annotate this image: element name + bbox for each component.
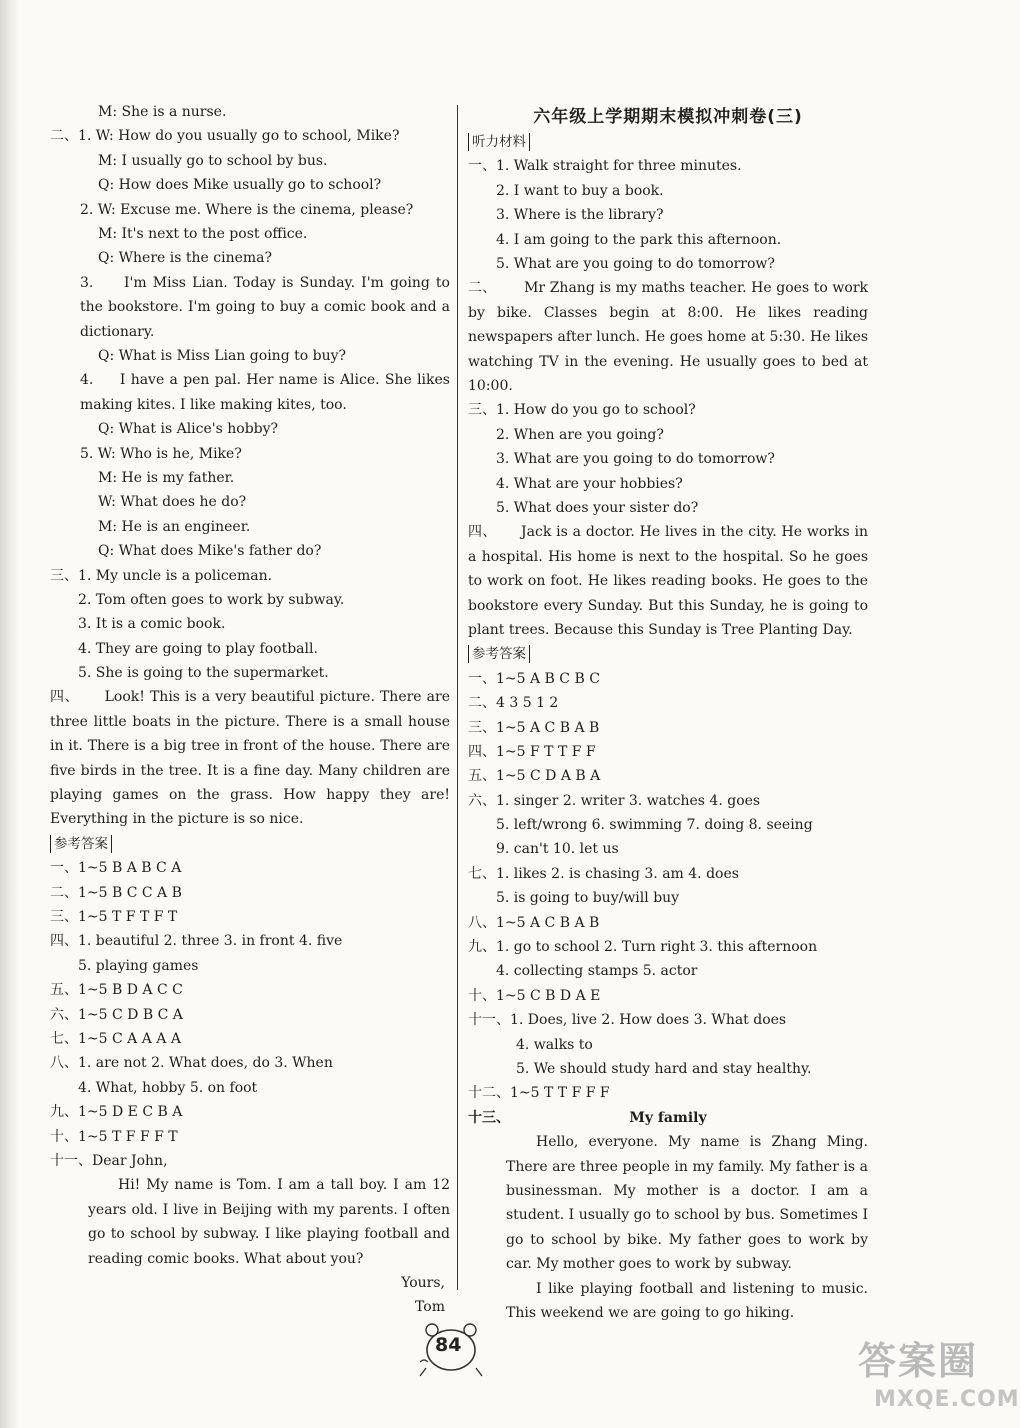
- answer-line: 十一、1. Does, live 2. How does 3. What does: [468, 1012, 787, 1029]
- answer-line: 9. can't 10. let us: [496, 841, 619, 858]
- text-line: M: He is my father.: [98, 469, 235, 486]
- answer-line: 十、1~5 C B D A E: [468, 987, 601, 1004]
- text-line: 5. What are you going to do tomorrow?: [496, 255, 775, 272]
- answer-line: 5. left/wrong 6. swimming 7. doing 8. seeing: [496, 817, 813, 834]
- answer-line: 二、4 3 5 1 2: [468, 695, 559, 712]
- text-line: 3. What are you going to do tomorrow?: [496, 451, 775, 468]
- letter-signature: Tom: [415, 1299, 445, 1316]
- text-line: 三、1. My uncle is a policeman.: [50, 567, 273, 584]
- text-line: 3. It is a comic book.: [78, 616, 226, 633]
- text-line: 5. W: Who is he, Mike?: [80, 445, 242, 462]
- answer-line: 一、1~5 A B C B C: [468, 670, 600, 687]
- essay-paragraph-2: I like playing football and listening to music. This weekend we are going to go hiking.: [506, 1280, 868, 1322]
- answers-label: 参考答案: [468, 645, 530, 663]
- text-line: 4. They are going to play football.: [78, 640, 318, 657]
- text-line: 2. When are you going?: [496, 426, 664, 443]
- answer-line: 十、1~5 T F F F T: [50, 1128, 178, 1145]
- text-line: 5. She is going to the supermarket.: [78, 665, 329, 682]
- text-line: Q: How does Mike usually go to school?: [98, 177, 382, 194]
- essay-title: My family: [629, 1109, 707, 1126]
- answers-header: [468, 642, 868, 666]
- listening-item-4: 4. I have a pen pal. Her name is Alice. She likes making kites. I like making kites, too.: [80, 372, 450, 413]
- exam-title: 六年级上学期期末模拟冲刺卷(三): [533, 107, 803, 127]
- listening-header: [468, 130, 868, 154]
- text-line: M: It's next to the post office.: [98, 225, 308, 242]
- answer-line: 五、1~5 C D A B A: [468, 768, 601, 785]
- text-line: M: She is a nurse.: [98, 104, 227, 120]
- column-divider: [457, 105, 458, 1290]
- watermark-logo: 答案圈: [858, 1339, 979, 1383]
- answer-line: 5. is going to buy/will buy: [496, 890, 680, 907]
- text-line: M: I usually go to school by bus.: [98, 152, 328, 169]
- text-line: 2. Tom often goes to work by subway.: [78, 591, 345, 608]
- text-line: W: What does he do?: [98, 494, 247, 511]
- essay-title-row: [468, 1106, 868, 1130]
- answer-line: 五、1~5 B D A C C: [50, 982, 183, 999]
- text-line: 三、1. How do you go to school?: [468, 402, 696, 419]
- text-line: 2. I want to buy a book.: [496, 182, 664, 199]
- answer-line: 六、1~5 C D B C A: [50, 1006, 183, 1023]
- listening-passage-2: 二、 Mr Zhang is my maths teacher. He goes to work by bike. Classes begin at 8:00. He likes reading newspapers after lunch. He goes home at 5:30. He likes watching TV in the evening. He usually goes to bed at 10:00.: [468, 280, 869, 394]
- answer-line: 四、1. beautiful 2. three 3. in front 4. five: [50, 933, 343, 950]
- listening-label: 听力材料: [468, 133, 530, 151]
- answer-line: 九、1. go to school 2. Turn right 3. this afternoon: [468, 939, 818, 956]
- listening-item-3: 3. I'm Miss Lian. Today is Sunday. I'm going to the bookstore. I'm going to buy a comic book and a dictionary.: [80, 274, 450, 340]
- text-line: 2. W: Excuse me. Where is the cinema, please?: [80, 201, 414, 218]
- right-column: [468, 104, 868, 1325]
- answer-line: 十二、1~5 T T F F F: [468, 1085, 610, 1102]
- watermark: [858, 1335, 1020, 1425]
- text-line: 一、1. Walk straight for three minutes.: [468, 158, 742, 175]
- answer-line: 4. collecting stamps 5. actor: [496, 963, 698, 980]
- answer-line: 4. walks to: [516, 1036, 593, 1053]
- answer-line: 二、1~5 B C C A B: [50, 884, 182, 901]
- page-number: 84: [435, 1334, 462, 1356]
- answer-line: 六、1. singer 2. writer 3. watches 4. goes: [468, 792, 761, 809]
- section-13-label: 十三、: [468, 1109, 510, 1126]
- text-line: M: He is an engineer.: [98, 518, 251, 535]
- answer-line: 一、1~5 B A B C A: [50, 860, 182, 877]
- answer-line: 三、1~5 T F T F T: [50, 909, 178, 926]
- left-column: [50, 100, 450, 1320]
- text-line: 4. I am going to the park this afternoon.: [496, 231, 782, 248]
- answer-line: 七、1~5 C A A A A: [50, 1031, 181, 1048]
- listening-question: Q: What is Alice's hobby?: [98, 421, 279, 438]
- letter-body: Hi! My name is Tom. I am a tall boy. I am 12 years old. I live in Beijing with my parents. I often go to school by subway. I like playing football and reading comic books. What about you?: [88, 1177, 450, 1267]
- answer-line: 5. We should study hard and stay healthy.: [516, 1061, 812, 1077]
- answer-line: 八、1~5 A C B A B: [468, 914, 600, 931]
- answer-line: 九、1~5 D E C B A: [50, 1104, 183, 1121]
- answer-line: 四、1~5 F T T F F: [468, 743, 596, 760]
- answer-line: 5. playing games: [78, 957, 199, 974]
- text-line: Q: What does Mike's father do?: [98, 543, 322, 560]
- answer-line: 4. What, hobby 5. on foot: [78, 1079, 258, 1096]
- page-edge-shadow: [0, 0, 20, 1428]
- letter-closing: Yours,: [401, 1274, 445, 1291]
- answers-header: [50, 832, 450, 856]
- answers-label: 参考答案: [50, 835, 112, 853]
- text-line: Q: Where is the cinema?: [98, 250, 273, 267]
- listening-passage-4: 四、 Look! This is a very beautiful picture. There are three little boats in the picture. There is a small house in it. There is a big tree in front of the house. There are five birds in the tree. It is a fine day. Many children are playing games on the grass. How happy they are! Everything in the picture is so nice.: [50, 689, 450, 828]
- listening-question: Q: What is Miss Lian going to buy?: [98, 347, 347, 364]
- answer-line: 八、1. are not 2. What does, do 3. When: [50, 1055, 333, 1072]
- answer-line: 三、1~5 A C B A B: [468, 719, 600, 736]
- answer-line: 七、1. likes 2. is chasing 3. am 4. does: [468, 865, 739, 882]
- listening-passage-4: 四、 Jack is a doctor. He lives in the city. He works in a hospital. His home is next to the hospital. So he goes to work on foot. He likes reading books. He goes to the bookstore every Sunday. But this Sunday, he is going to plant trees. Because this Sunday is Tree Planting Day.: [468, 524, 869, 638]
- text-line: 二、1. W: How do you usually go to school, Mike?: [50, 128, 400, 145]
- text-line: 4. What are your hobbies?: [496, 475, 683, 492]
- answer-line: 十一、Dear John,: [50, 1152, 168, 1169]
- watermark-url: MXQE.COM: [874, 1387, 1020, 1412]
- essay-paragraph-1: Hello, everyone. My name is Zhang Ming. There are three people in my family. My father is a businessman. My mother is a doctor. I am a student. I usually go to school by bus. Sometimes I go to school by bike. My father goes to work by car. My mother goes to work by subway.: [506, 1134, 868, 1273]
- page-number-emblem: [418, 1318, 488, 1378]
- text-line: 3. Where is the library?: [496, 207, 664, 224]
- text-line: 5. What does your sister do?: [496, 499, 699, 516]
